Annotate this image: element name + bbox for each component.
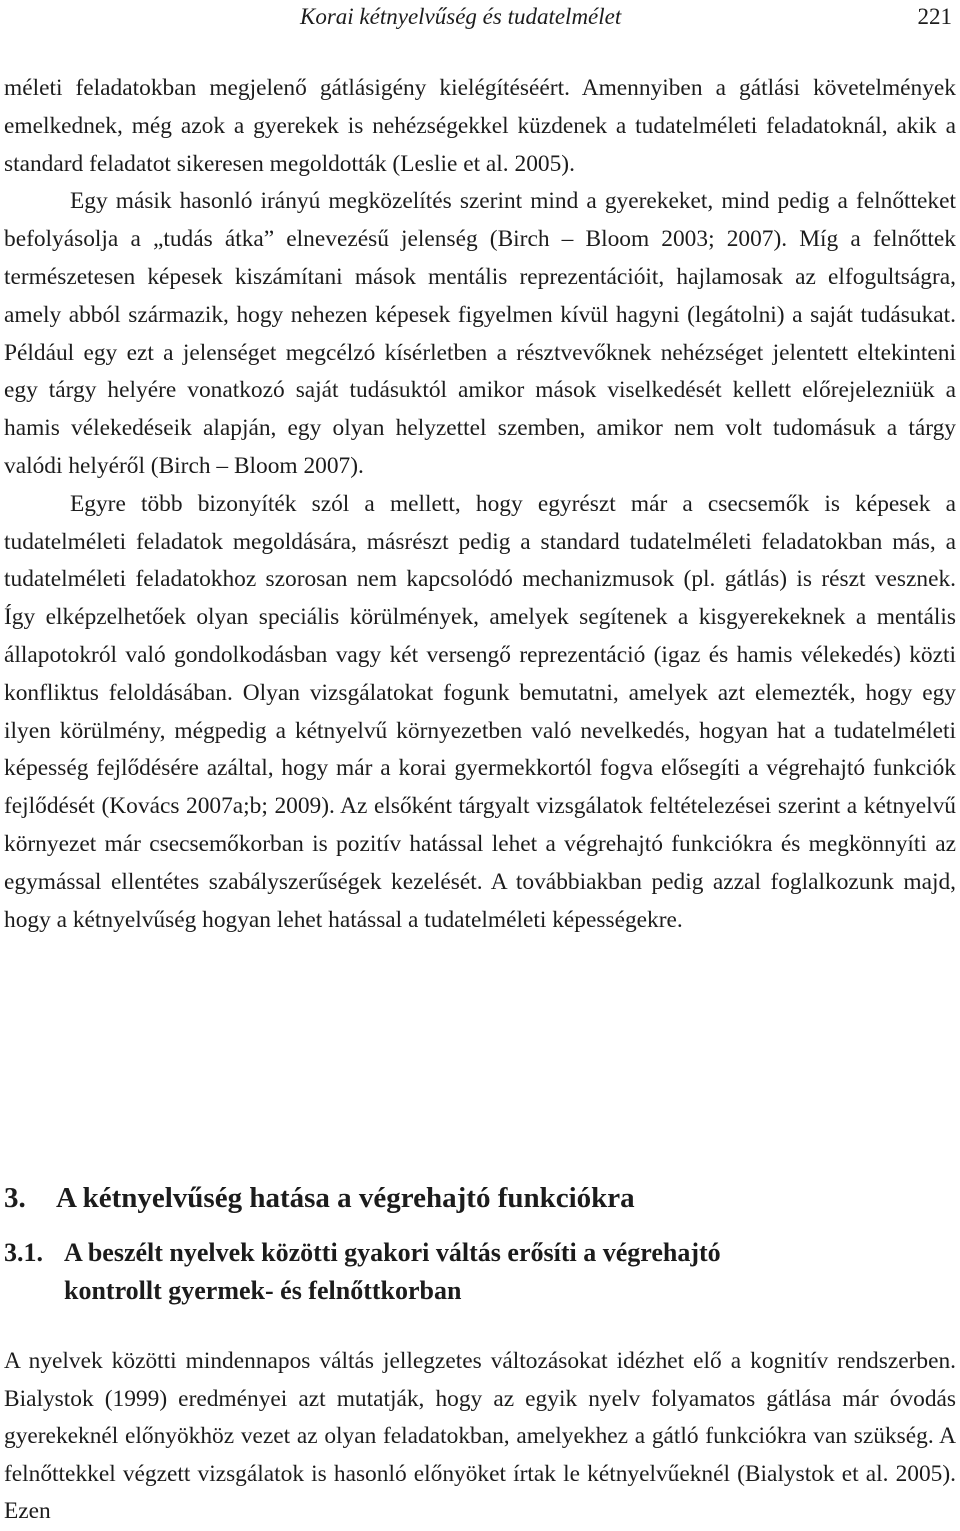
- section-text: [4, 1343, 956, 1531]
- running-header: [0, 0, 960, 34]
- section-title: A kétnyelvűség hatása a végrehajtó funkciókra: [56, 1182, 635, 1214]
- section-number: 3.: [4, 1182, 26, 1214]
- section-heading: [4, 1180, 956, 1216]
- subsection-number: 3.1.: [4, 1238, 43, 1267]
- running-title: Korai kétnyelvűség és tudatelmélet: [300, 4, 622, 29]
- paragraph: A nyelvek közötti mindennapos váltás jellegzetes változásokat idézhet elő a kognitív rendszerben. Bialystok (1999) eredményei azt mutatják, hogy az egyik nyelv folyamatos gátlása már óvodás gyerekeknél előnyökhöz vezet az olyan feladatokban, amelyekhez a gátló funkciókra van szükség. A felnőttekkel végzett vizsgálatok is hasonló előnyöket írtak le kétnyelvűeknél (Bialystok et al. 2005). Ezen: [4, 1348, 956, 1525]
- paragraph: Egy másik hasonló irányú megközelítés szerint mind a gyerekeket, mind pedig a felnőtteket befolyásolja a „tudás átka” elnevezésű jelenség (Birch – Bloom 2003; 2007). Míg a felnőttek természetesen képesek kiszámítani mások mentális reprezentációit, hajlamosak az elfogultságra, amely abból származik, hogy nehezen képesek figyelmen kívül hagyni (legátolni) a saját tudásukat. Például egy ezt a jelenséget megcélzó kísérletben a résztvevőknek nehézséget jelentett eltekinteni egy tárgy helyére vonatkozó saját tudásuktól amikor mások viselkedését kellett előrejelezniük a hamis vélekedéseik alapján, egy olyan helyzettel szemben, amikor nem volt tudomásuk a tárgy valódi helyéről (Birch – Bloom 2007).: [4, 188, 956, 479]
- paragraph-continuation: méleti feladatokban megjelenő gátlásigény kielégítéséért. Amennyiben a gátlási követelmények emelkednek, még azok a gyerekek is nehézségekkel küzdenek a tudatelméleti feladatoknál, akik a standard feladatot sikeresen megoldották (Leslie et al. 2005).: [4, 75, 956, 177]
- subsection-title-line1: A beszélt nyelvek közötti gyakori váltás erősíti a végrehajtó: [64, 1238, 721, 1267]
- subsection-title-line2: kontrollt gyermek- és felnőttkorban: [64, 1276, 462, 1305]
- page-number: 221: [917, 4, 952, 29]
- paragraph: Egyre több bizonyíték szól a mellett, hogy egyrészt már a csecsemők is képesek a tudatelméleti feladatok megoldására, másrészt pedig a standard tudatelméleti feladatokban más, a tudatelméleti feladatokhoz szorosan nem kapcsolódó mechanizmusok (pl. gátlás) is részt vesznek. Így elképzelhetőek olyan speciális körülmények, amelyek segítenek a kisgyerekeknek a mentális állapotokról való gondolkodásban vagy két versengő reprezentáció (igaz és hamis vélekedés) közti konfliktus feloldásában. Olyan vizsgálatokat fogunk bemutatni, amelyek azt elemezték, hogy egy ilyen körülmény, mégpedig a kétnyelvű környezetben való nevelkedés, hogyan hat a tudatelméleti képesség fejlődésére azáltal, hogy már a korai gyermekkortól fogva elősegíti a végrehajtó funkciók fejlődését (Kovács 2007a;b; 2009). Az elsőként tárgyalt vizsgálatok feltételezései szerint a kétnyelvű környezet már csecsemőkorban is pozitív hatással lehet a végrehajtó funkciókra és megkönnyíti az egymással ellentétes szabályszerűségek kezelését. A továbbiakban pedig azzal foglalkozunk majd, hogy a kétnyelvűség hogyan lehet hatással a tudatelméleti képességekre.: [4, 490, 956, 933]
- subsection-heading: [4, 1234, 956, 1310]
- main-text: [4, 70, 956, 939]
